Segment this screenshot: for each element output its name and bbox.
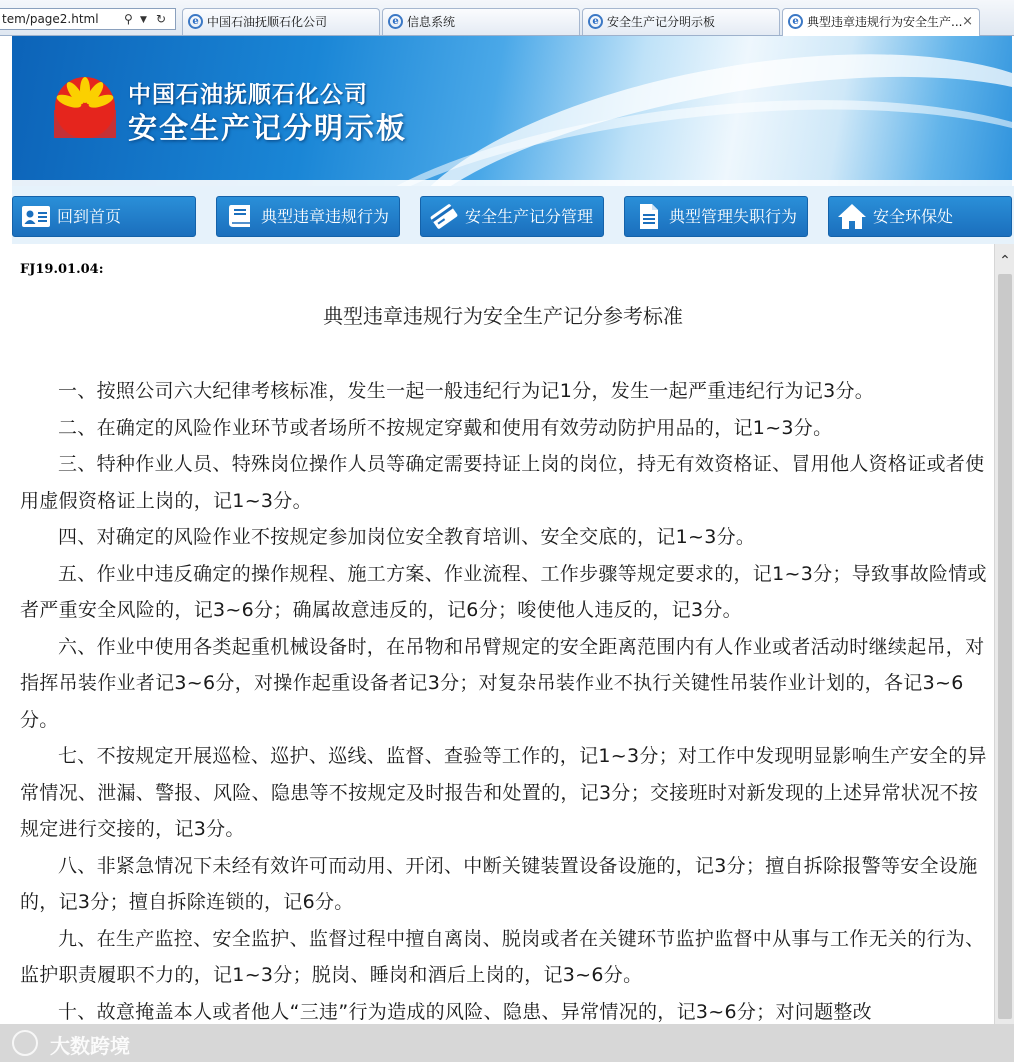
document-body <box>20 373 988 1024</box>
nav-violations-button[interactable] <box>216 196 400 237</box>
browser-chrome <box>0 0 1014 36</box>
watermark-text: 大数跨境 <box>50 1034 130 1058</box>
paragraph: 七、不按规定开展巡检、巡护、巡线、监督、查验等工作的，记1~3分；对工作中发现明显影响生产安全的异常情况、泄漏、警报、风险、隐患等不按规定及时报告和处置的，记3分；交接班时对新发现的上述异常状况不按规定进行交接的，记3分。 <box>20 745 987 840</box>
nav-label: 安全环保处 <box>873 207 954 226</box>
tab-label: 安全生产记分明示板 <box>607 15 716 29</box>
paragraph: 九、在生产监控、安全监护、监督过程中擅自离岗、脱岗或者在关键环节监护监督中从事与工作无关的行为、监护职责履职不力的，记1~3分；脱岗、睡岗和酒后上岗的，记3~6分。 <box>20 927 985 986</box>
main-nav <box>12 186 1014 244</box>
id-card-icon <box>21 203 51 230</box>
nav-label: 安全生产记分管理 <box>465 207 594 226</box>
nav-home-button[interactable] <box>12 196 196 237</box>
company-name: 中国石油抚顺石化公司 <box>128 81 368 108</box>
petrochina-logo <box>54 76 116 138</box>
document-title: 典型违章违规行为安全生产记分参考标准 <box>323 304 683 328</box>
ie-icon: e <box>388 14 403 29</box>
watermark-bar <box>0 1024 1014 1062</box>
address-bar[interactable] <box>0 8 176 30</box>
ie-icon: e <box>788 14 803 29</box>
ie-icon: e <box>188 14 203 29</box>
scroll-up-icon[interactable]: ⌃ <box>999 253 1011 269</box>
nav-scoring-button[interactable] <box>420 196 604 237</box>
tab-label: 中国石油抚顺石化公司 <box>207 15 328 29</box>
refresh-icon[interactable]: ↻ <box>156 12 167 26</box>
tab-active[interactable] <box>782 8 980 36</box>
paragraph: 十、故意掩盖本人或者他人“三违”行为造成的风险、隐患、异常情况的，记3~6分；对问题整改 <box>58 1000 872 1023</box>
tab-label: 典型违章违规行为安全生产... <box>807 15 963 29</box>
paragraph: 八、非紧急情况下未经有效许可而动用、开闭、中断关键装置设备设施的，记3分；擅自拆除报警等安全设施的，记3分；擅自拆除连锁的，记6分。 <box>20 854 978 913</box>
ie-icon: e <box>588 14 603 29</box>
address-text[interactable]: tem/page2.html <box>2 12 99 26</box>
board-title: 安全生产记分明示板 <box>128 111 408 145</box>
document-icon <box>633 203 663 230</box>
tab-board[interactable] <box>582 8 780 35</box>
dropdown-icon[interactable]: ▼ <box>140 15 147 25</box>
nav-label: 回到首页 <box>57 207 122 226</box>
tab-home[interactable] <box>182 8 380 35</box>
scroll-thumb[interactable] <box>998 274 1012 1019</box>
nav-safety-office-button[interactable] <box>828 196 1012 237</box>
card-icon <box>429 203 459 230</box>
book-icon <box>225 203 255 230</box>
search-icon[interactable]: ⚲ <box>124 12 133 26</box>
header-banner <box>12 36 1012 186</box>
tab-info[interactable] <box>382 8 580 35</box>
nav-label: 典型违章违规行为 <box>261 207 390 226</box>
home-icon <box>837 203 867 230</box>
nav-label: 典型管理失职行为 <box>669 207 798 226</box>
document-area <box>12 244 994 1024</box>
paragraph: 五、作业中违反确定的操作规程、施工方案、作业流程、工作步骤等规定要求的，记1~3分；导致事故险情或者严重安全风险的，记3~6分；确属故意违反的，记6分；唆使他人违反的，记3分。 <box>20 562 987 621</box>
vertical-scrollbar[interactable] <box>994 244 1014 1024</box>
nav-negligence-button[interactable] <box>624 196 808 237</box>
document-id: FJ19.01.04: <box>20 262 104 277</box>
watermark-logo-icon <box>12 1030 38 1056</box>
paragraph: 六、作业中使用各类起重机械设备时，在吊物和吊臂规定的安全距离范围内有人作业或者活动时继续起吊，对指挥吊装作业者记3~6分，对操作起重设备者记3分；对复杂吊装作业不执行关键性吊装作业计划的，各记3~6分。 <box>20 635 985 731</box>
paragraph: 一、按照公司六大纪律考核标准，发生一起一般违纪行为记1分，发生一起严重违纪行为记3分。 <box>58 380 875 402</box>
tab-label: 信息系统 <box>407 15 456 29</box>
paragraph: 三、特种作业人员、特殊岗位操作人员等确定需要持证上岗的岗位，持无有效资格证、冒用他人资格证或者使用虚假资格证上岗的，记1~3分。 <box>20 453 985 512</box>
paragraph: 四、对确定的风险作业不按规定参加岗位安全教育培训、安全交底的，记1~3分。 <box>58 526 756 548</box>
close-icon[interactable]: × <box>962 14 973 29</box>
paragraph: 二、在确定的风险作业环节或者场所不按规定穿戴和使用有效劳动防护用品的，记1~3分。 <box>58 416 833 439</box>
